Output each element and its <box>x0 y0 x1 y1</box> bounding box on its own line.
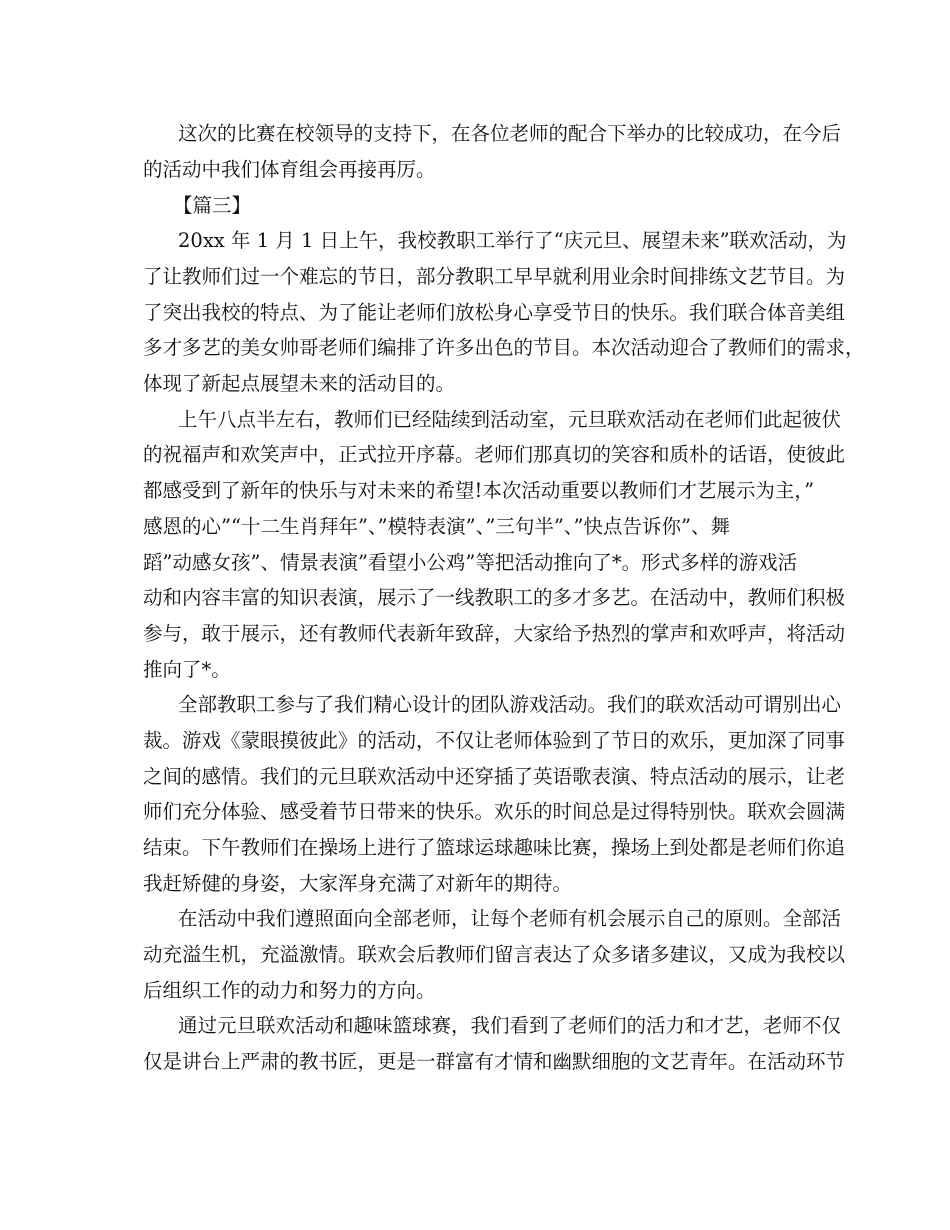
text-line: 蹈”动感女孩”、情景表演”看望小公鸡”等把活动推向了*。形式多样的游戏活 <box>143 551 798 574</box>
text-line: 感恩的心”“十二生肖拜年”、”模特表演”、”三句半”、”快点告诉你”、舞 <box>143 515 730 538</box>
text-line: 师们充分体验、感受着节日带来的快乐。欢乐的时间总是过得特别快。联欢会圆满 <box>143 800 846 823</box>
text-line: 结束。下午教师们在操场上进行了篮球运球趣味比赛，操场上到处都是老师们你追 <box>143 836 846 859</box>
text-line: 后组织工作的动力和努力的方向。 <box>143 979 436 1002</box>
text-line: 仅是讲台上严肃的教书匠，更是一群富有才情和幽默细胞的文艺青年。在活动环节 <box>143 1050 846 1073</box>
text-line: 在活动中我们遵照面向全部老师，让每个老师有机会展示自己的原则。全部活 <box>178 907 842 930</box>
text-line: 参与，敢于展示，还有教师代表新年致辞，大家给予热烈的掌声和欢呼声，将活动 <box>143 622 846 645</box>
text-line: 之间的感情。我们的元旦联欢活动中还穿插了英语歌表演、特点活动的展示，让老 <box>143 765 846 788</box>
section-heading: 【篇三】 <box>173 194 252 217</box>
text-line: 的活动中我们体育组会再接再厉。 <box>143 158 436 181</box>
text-line: 我赶矫健的身姿，大家浑身充满了对新年的期待。 <box>143 872 573 895</box>
text-line: 多才多艺的美女帅哥老师们编排了许多出色的节目。本次活动迎合了教师们的需求， <box>143 336 865 359</box>
text-line: 20xx 年 1 月 1 日上午，我校教职工举行了“庆元旦、展望未来”联欢活动，为 <box>178 229 847 252</box>
text-line: 了让教师们过一个难忘的节日，部分教职工早早就利用业余时间排练文艺节目。为 <box>143 265 846 288</box>
text-line: 动充溢生机，充溢激情。联欢会后教师们留言表达了众多诸多建议，又成为我校以 <box>143 943 846 966</box>
text-line: 推向了*。 <box>143 658 231 681</box>
text-line: 全部教职工参与了我们精心设计的团队游戏活动。我们的联欢活动可谓别出心 <box>178 693 842 716</box>
text-line: 了突出我校的特点、为了能让老师们放松身心享受节日的快乐。我们联合体音美组 <box>143 301 846 324</box>
text-line: 的祝福声和欢笑声中，正式拉开序幕。老师们那真切的笑容和质朴的话语，使彼此 <box>143 443 846 466</box>
text-line: 这次的比赛在校领导的支持下，在各位老师的配合下举办的比较成功，在今后 <box>178 122 842 145</box>
text-line: 裁。游戏《蒙眼摸彼此》的活动，不仅让老师体验到了节日的欢乐，更加深了同事 <box>143 729 846 752</box>
text-line: 通过元旦联欢活动和趣味篮球赛，我们看到了老师们的活力和才艺，老师不仅 <box>178 1014 842 1037</box>
text-line: 都感受到了新年的快乐与对未来的希望!本次活动重要以教师们才艺展示为主，” <box>143 479 815 502</box>
text-line: 动和内容丰富的知识表演，展示了一线教职工的多才多艺。在活动中，教师们积极 <box>143 586 846 609</box>
text-line: 体现了新起点展望未来的活动目的。 <box>143 372 456 395</box>
text-line: 上午八点半左右，教师们已经陆续到活动室，元旦联欢活动在老师们此起彼伏 <box>178 408 842 431</box>
